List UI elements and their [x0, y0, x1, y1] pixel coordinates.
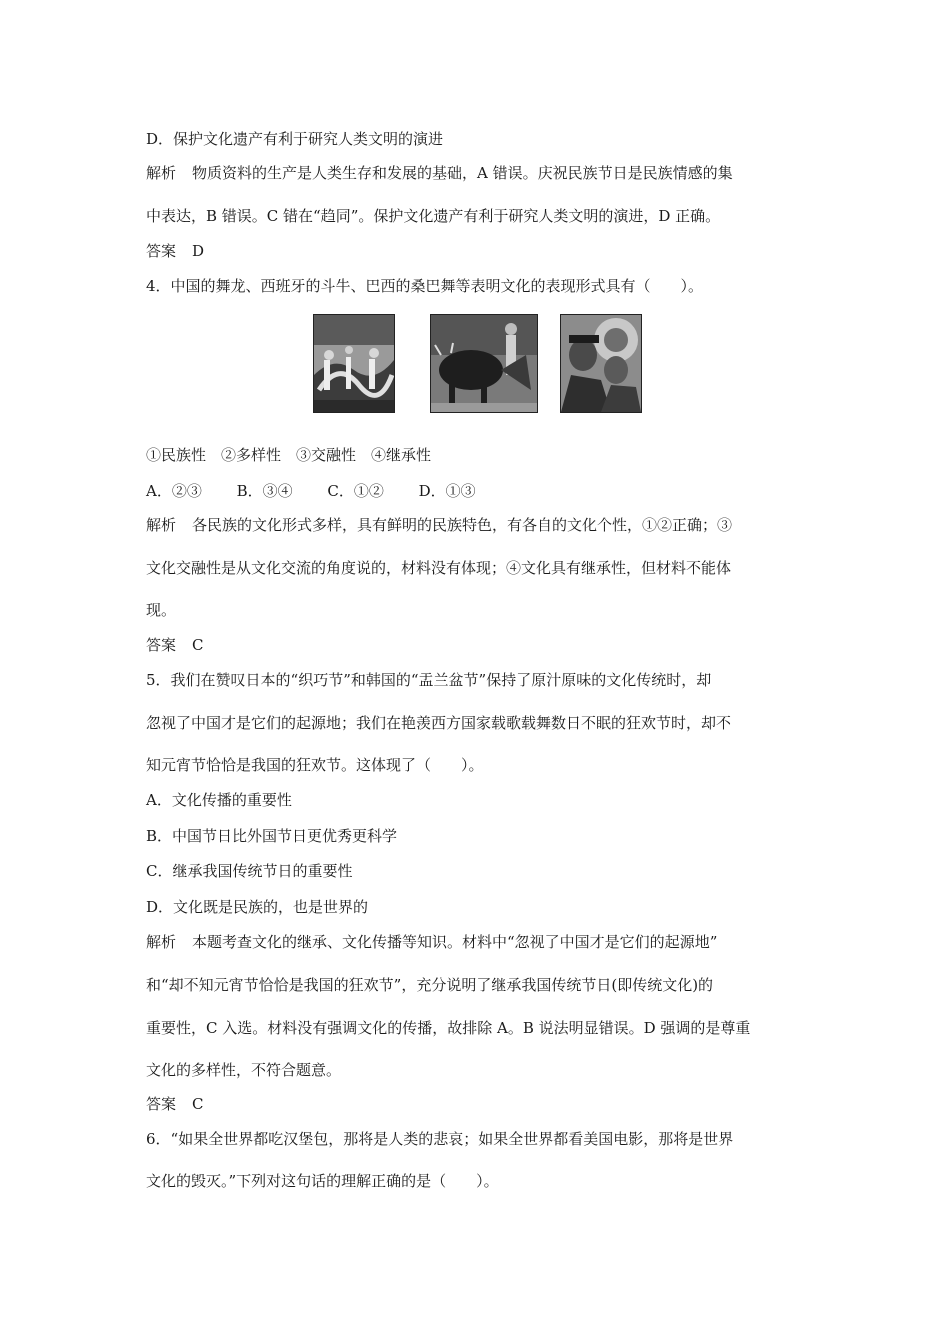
q4-analysis-line-2: 文化交融性是从文化交流的角度说的，材料没有体现；④文化具有继承性，但材料不能体 — [146, 559, 732, 577]
analysis-label: 解析 — [146, 933, 177, 951]
q5-option-c: C．继承我国传统节日的重要性 — [146, 862, 353, 880]
answer-label: 答案 — [146, 636, 177, 654]
q5-analysis-line-2: 和“却不知元宵节恰恰是我国的狂欢节”，充分说明了继承我国传统节日(即传统文化)的 — [146, 976, 714, 994]
q4-photo-row — [313, 314, 641, 414]
answer-label: 答案 — [146, 242, 177, 260]
q5-analysis-line-4: 文化的多样性，不符合题意。 — [146, 1061, 342, 1079]
q5-analysis-line-3: 重要性，C 入选。材料没有强调文化的传播，故排除 A。B 说法明显错误。D 强调的是尊重 — [146, 1019, 751, 1037]
analysis-text: 物质资料的生产是人类生存和发展的基础，A 错误。庆祝民族节日是民族情感的集 — [192, 164, 733, 182]
q3-option-d: D．保护文化遗产有利于研究人类文明的演进 — [146, 130, 444, 148]
bullfight-photo — [430, 314, 538, 413]
analysis-text: 各民族的文化形式多样，具有鲜明的民族特色，有各自的文化个性，①②正确；③ — [192, 516, 733, 534]
q5-option-b: B．中国节日比外国节日更优秀更科学 — [146, 827, 398, 845]
q6-stem-line-1: 6．“如果全世界都吃汉堡包，那将是人类的悲哀；如果全世界都看美国电影，那将是世界 — [146, 1130, 734, 1148]
q5-stem-line-1: 5．我们在赞叹日本的“织巧节”和韩国的“盂兰盆节”保持了原汁原味的文化传统时，却 — [146, 671, 712, 689]
analysis-label: 解析 — [146, 516, 177, 534]
dragon-dance-photo — [313, 314, 395, 413]
analysis-label: 解析 — [146, 164, 177, 182]
q5-stem-line-3: 知元宵节恰恰是我国的狂欢节。这体现了（ ）。 — [146, 756, 484, 774]
answer-value: C — [192, 1095, 204, 1113]
q3-answer — [146, 241, 810, 261]
analysis-text: 本题考查文化的继承、文化传播等知识。材料中“忽视了中国才是它们的起源地” — [192, 933, 718, 951]
samba-dancer-photo — [560, 314, 642, 413]
q4-options: A．②③ B．③④ C．①② D．①③ — [146, 482, 476, 500]
q5-analysis-line-1 — [146, 932, 810, 952]
q4-stem: 4．中国的舞龙、西班牙的斗牛、巴西的桑巴舞等表明文化的表现形式具有（ ）。 — [146, 277, 704, 295]
q4-analysis-line-1 — [146, 515, 810, 535]
answer-value: C — [192, 636, 204, 654]
q5-answer — [146, 1094, 810, 1114]
q6-stem-line-2: 文化的毁灭。”下列对这句话的理解正确的是（ ）。 — [146, 1172, 499, 1190]
q5-option-d: D．文化既是民族的，也是世界的 — [146, 898, 369, 916]
q4-items: ①民族性 ②多样性 ③交融性 ④继承性 — [146, 446, 432, 464]
answer-value: D — [192, 242, 205, 260]
q5-stem-line-2: 忽视了中国才是它们的起源地；我们在艳羡西方国家载歌载舞数日不眠的狂欢节时，却不 — [146, 714, 732, 732]
q5-option-a: A．文化传播的重要性 — [146, 791, 292, 809]
q4-analysis-line-3: 现。 — [146, 601, 177, 619]
q4-answer — [146, 635, 810, 655]
q3-analysis-line-2: 中表达，B 错误。C 错在“趋同”。保护文化遗产有利于研究人类文明的演进，D 正确。 — [146, 207, 721, 225]
answer-label: 答案 — [146, 1095, 177, 1113]
q3-analysis-line-1 — [146, 163, 810, 183]
